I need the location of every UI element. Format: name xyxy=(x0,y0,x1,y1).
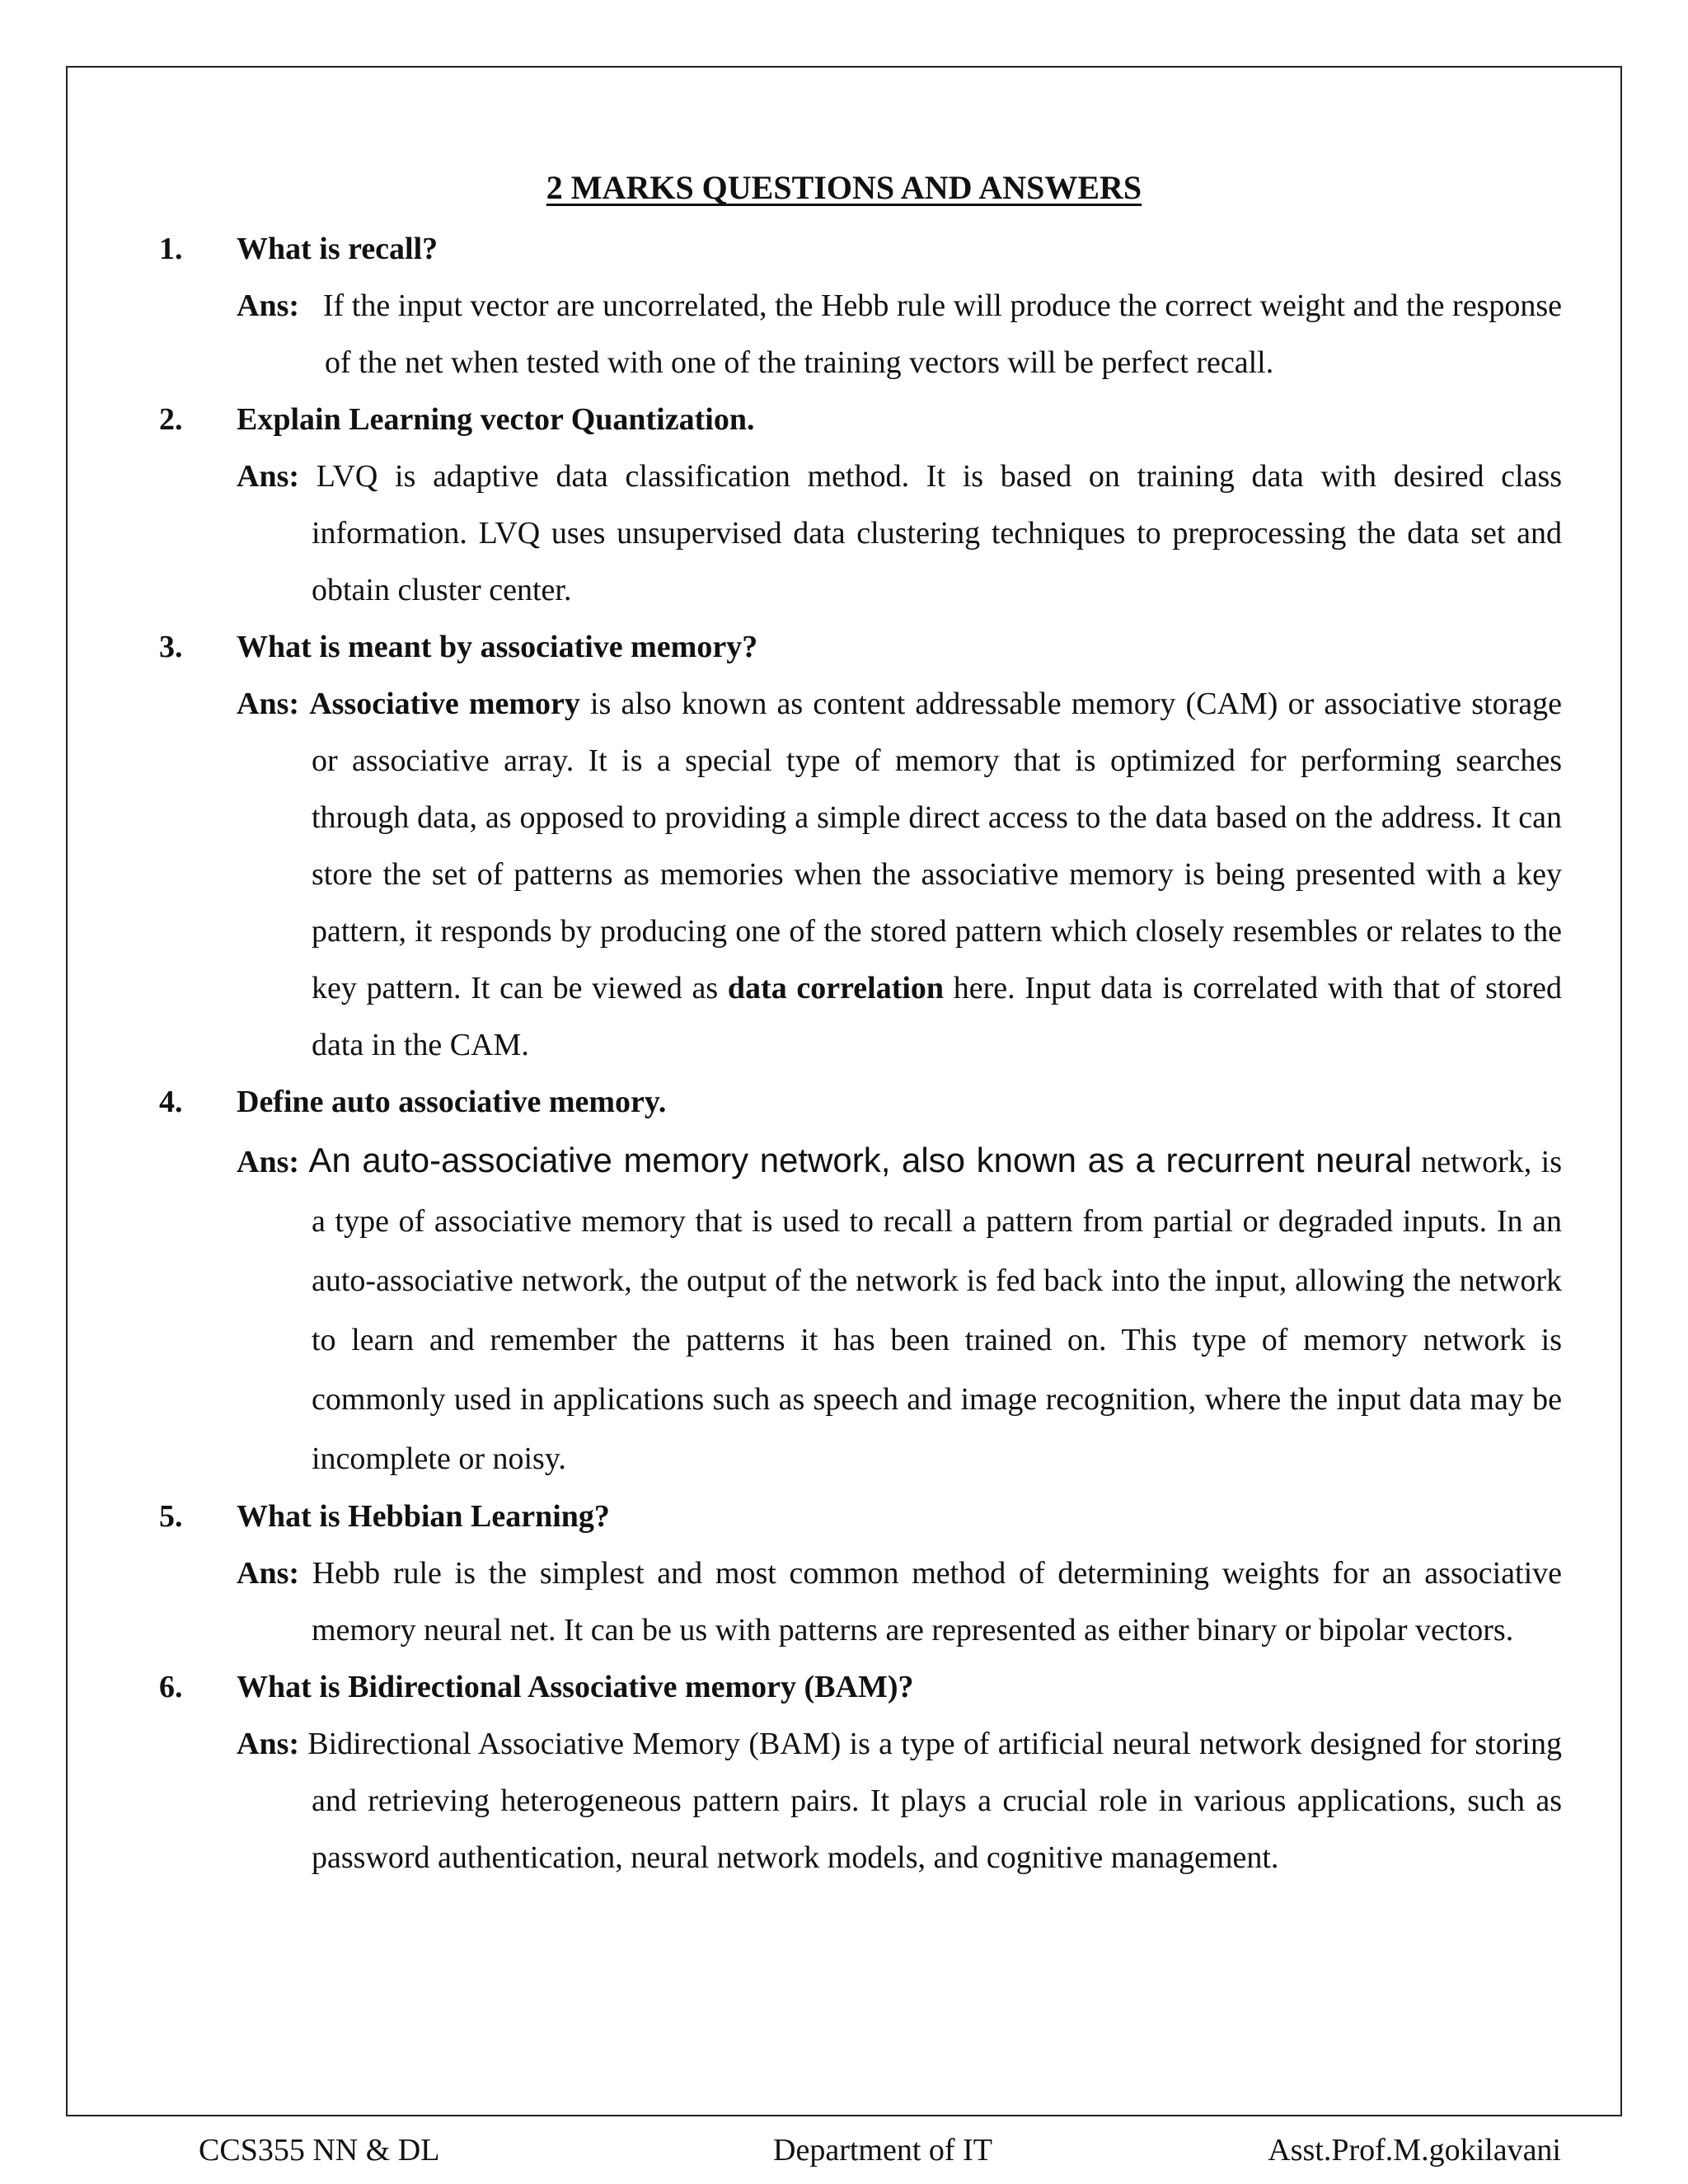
question-row xyxy=(0,619,1688,676)
answer-label: Ans: xyxy=(237,1727,300,1761)
answer-text: network, is a type of associative memory that is used to recall a pattern from partial or degraded inputs. In an auto-associative network, the output of the network is fed back into the input, allowing the network to learn and remember the patterns it has been trained on. This type of memory network is commonly used in applications such as speech and image recognition, where the input data may be incomplete or noisy. xyxy=(312,1145,1562,1476)
answer-block xyxy=(237,1131,1562,1488)
question-text: What is Hebbian Learning? xyxy=(237,1499,610,1534)
answer-text: Bidirectional Associative Memory (BAM) is a type of artificial neural network designed for storing and retrieving heterogeneous pattern pairs. It plays a crucial role in various applications, such as password authentication, neural network models, and cognitive management. xyxy=(307,1727,1562,1875)
question-text: Explain Learning vector Quantization. xyxy=(237,402,755,437)
answer-text: is also known as content addressable memory (CAM) or associative storage or associative array. It is a special type of memory that is optimized for performing searches through data, as opposed to providing a simple direct access to the data based on the address. It can store the set of patterns as memories when the associative memory is being presented with a key pattern, it responds by producing one of the stored pattern which closely resembles or relates to the key pattern. It can be viewed as xyxy=(312,687,1562,1005)
answer-label: Ans: xyxy=(237,687,300,721)
question-text: Define auto associative memory. xyxy=(237,1085,667,1119)
page-title: 2 MARKS QUESTIONS AND ANSWERS xyxy=(546,169,1142,206)
answer-text-lead: An auto-associative memory network, also known as a recurrent neural xyxy=(308,1141,1412,1179)
question-row xyxy=(0,391,1688,448)
answer-text: If the input vector are uncorrelated, the Hebb rule will produce the correct weight and the response of the net when tested with one of the training vectors will be perfect recall. xyxy=(322,288,1563,380)
question-number: 1. xyxy=(159,232,183,266)
question-row xyxy=(0,221,1688,278)
answer-text: here. Input data is correlated with that of stored data in the CAM. xyxy=(312,971,1562,1062)
answer-label: Ans: xyxy=(237,1145,300,1179)
question-text: What is recall? xyxy=(237,232,438,266)
question-text: What is Bidirectional Associative memory (BAM)? xyxy=(237,1670,914,1704)
question-number: 5. xyxy=(159,1499,183,1534)
answer-text: LVQ is adaptive data classification method. It is based on training data with desired class information. LVQ uses unsupervised data clustering techniques to preprocessing the data set and obtain cluster center. xyxy=(312,459,1563,607)
answer-block xyxy=(237,1545,1562,1659)
answer-block xyxy=(237,448,1562,619)
footer-course: CCS355 NN & DL xyxy=(199,2133,440,2168)
qa-list xyxy=(0,221,1688,1886)
question-number: 3. xyxy=(159,630,183,664)
question-text: What is meant by associative memory? xyxy=(237,630,758,664)
footer-department: Department of IT xyxy=(773,2133,992,2168)
answer-bold-term: data correlation xyxy=(727,971,945,1005)
question-number: 4. xyxy=(159,1085,183,1119)
answer-block xyxy=(237,676,1562,1074)
answer-label: Ans: xyxy=(237,1556,300,1591)
answer-block xyxy=(237,1716,1562,1886)
question-row xyxy=(0,1074,1688,1131)
question-number: 6. xyxy=(159,1670,183,1704)
answer-label: Ans: xyxy=(237,288,300,323)
question-number: 2. xyxy=(159,402,183,437)
answer-text: Hebb rule is the simplest and most common method of determining weights for an associative memory neural net. It can be us with patterns are represented as either binary or bipolar vectors. xyxy=(312,1556,1563,1647)
footer-author: Asst.Prof.M.gokilavani xyxy=(1268,2133,1561,2168)
answer-bold-term: Associative memory xyxy=(309,687,580,721)
question-row xyxy=(0,1488,1688,1545)
answer-label: Ans: xyxy=(237,459,300,494)
question-row xyxy=(0,1659,1688,1716)
answer-block xyxy=(237,278,1562,391)
